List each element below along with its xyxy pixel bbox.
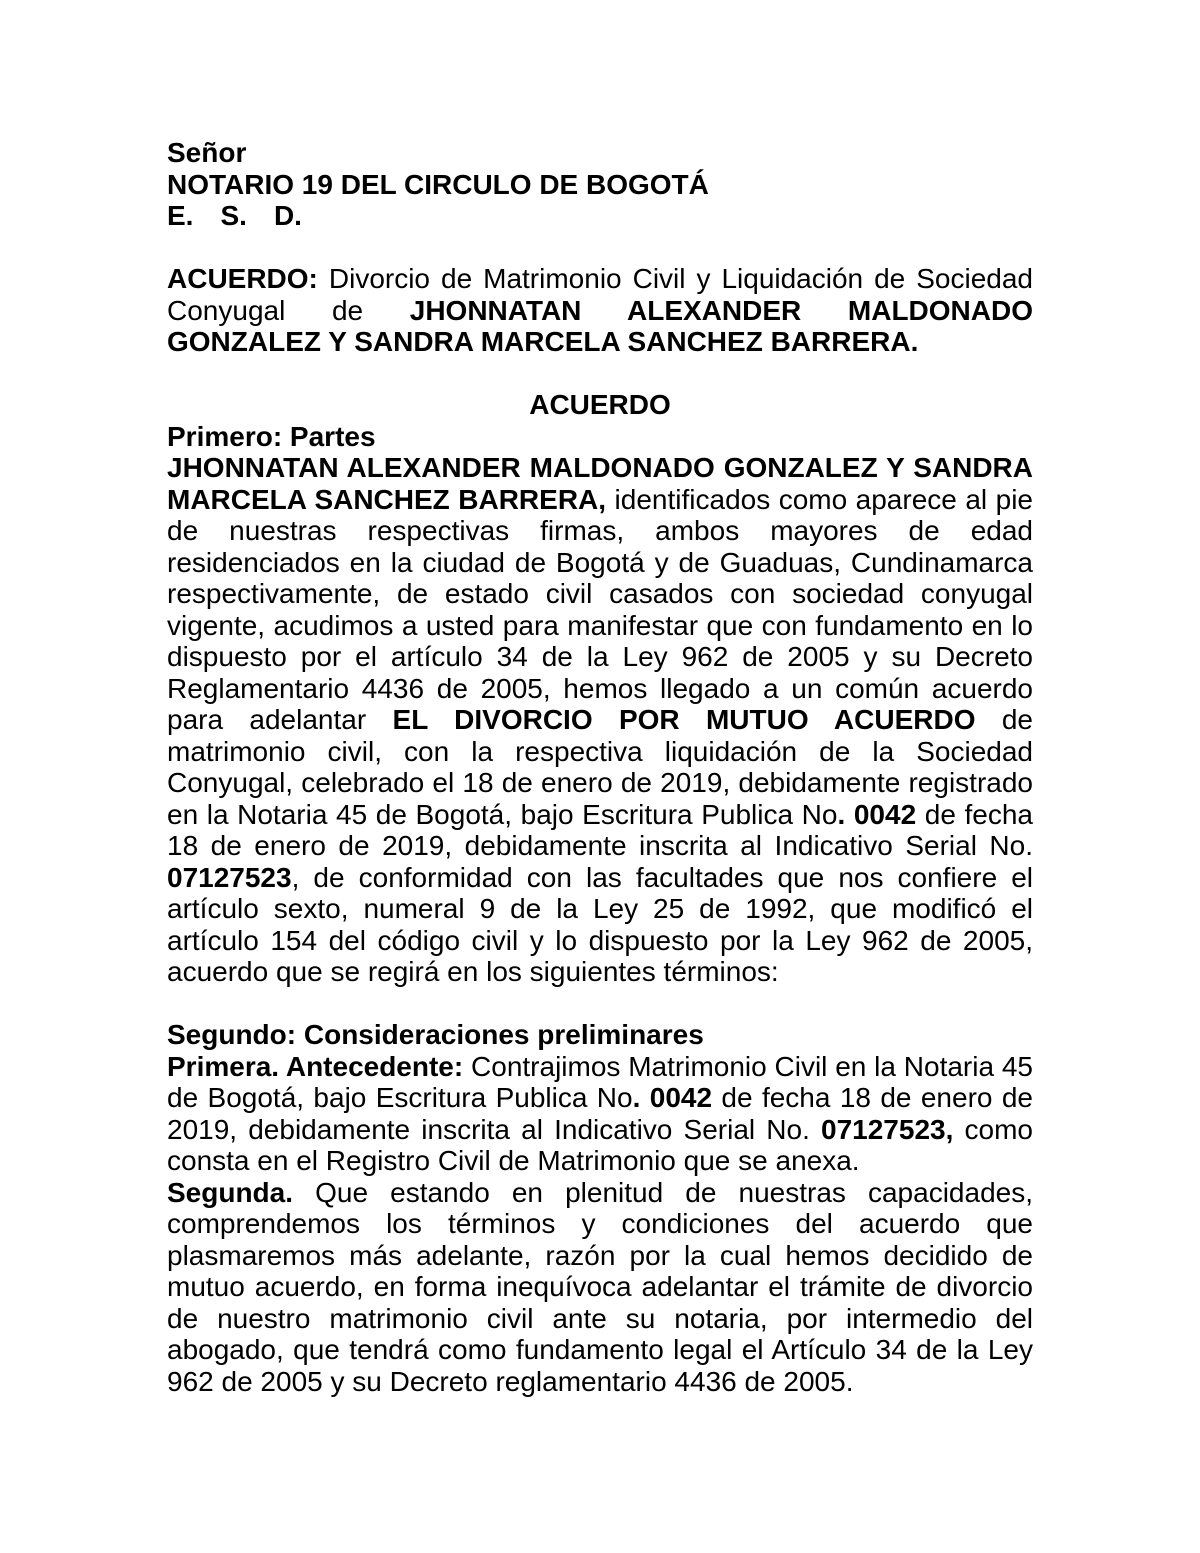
- section2-primera: Primera. Antecedente: Contrajimos Matrimonio Civil en la Notaria 45 de Bogotá, bajo Escritura Publica No. 0042 de fecha 18 de enero de 2019, debidamente inscrita al Indicativo Serial No. 07127523, como consta en el Registro Civil de Matrimonio que se anexa.: [167, 1050, 1034, 1176]
- agreement-title: ACUERDO: [529, 389, 671, 420]
- recipient: NOTARIO 19 DEL CIRCULO DE BOGOTÁ: [167, 168, 709, 200]
- spacer: [167, 988, 1033, 1020]
- section2-segunda: Segunda. Que estando en plenitud de nuestras capacidades, comprendemos los términos y condiciones del acuerdo que plasmaremos más adelante, razón por la cual hemos decidido de mutuo acuerdo, en forma inequívoca adelantar el trámite de divorcio de nuestro matrimonio civil ante su notaria, por intermedio del abogado, que tendrá como fundamento legal el Artículo 34 de la Ley 962 de 2005 y su Decreto reglamentario 4436 de 2005.: [167, 1176, 1033, 1397]
- section1-parties: JHONNATAN ALEXANDER MALDONADO GONZALEZ Y SANDRA MARCELA SANCHEZ BARRERA,: [167, 452, 1033, 515]
- esd-d: D.: [273, 200, 302, 231]
- subject-parties: JHONNATAN ALEXANDER MALDONADO GONZALEZ Y SANDRA MARCELA SANCHEZ BARRERA.: [167, 294, 1033, 357]
- subject-label: ACUERDO:: [167, 263, 318, 294]
- subject-paragraph: [167, 263, 1033, 358]
- primera-label: Primera. Antecedente:: [167, 1050, 464, 1082]
- section1-paragraph: JHONNATAN ALEXANDER MALDONADO GONZALEZ Y SANDRA MARCELA SANCHEZ BARRERA, identificados como aparece al pie de nuestras respectivas firmas, ambos mayores de edad residenciados en la ciudad de Bogotá y de Guaduas, Cundinamarca respectivamente, de estado civil casados con sociedad conyugal vigente, acudimos a usted para manifestar que con fundamento en lo dispuesto por el artículo 34 de la Ley 962 de 2005 y su Decreto Reglamentario 4436 de 2005, hemos llegado a un común acuerdo para adelantar EL DIVORCIO POR MUTUO ACUERDO de matrimonio civil, con la respectiva liquidación de la Sociedad Conyugal, celebrado el 18 de enero de 2019, debidamente registrado en la Notaria 45 de Bogotá, bajo Escritura Publica No. 0042 de fecha 18 de enero de 2019, debidamente inscrita al Indicativo Serial No. 07127523, de conformidad con las facultades que nos confiere el artículo sexto, numeral 9 de la Ley 25 de 1992, que modificó el artículo 154 del código civil y lo dispuesto por la Ley 962 de 2005, acuerdo que se regirá en los siguientes términos:: [167, 452, 1033, 987]
- section2-heading: Segundo: Consideraciones preliminares: [167, 1019, 704, 1050]
- esd-line: [167, 200, 1033, 232]
- document-page: [167, 137, 1033, 1397]
- esd-s: S.: [220, 200, 247, 231]
- subject-text: Divorcio de Matrimonio Civil y Liquidación de Sociedad Conyugal de: [167, 263, 1033, 326]
- esd-e: E.: [167, 200, 194, 231]
- spacer: [167, 232, 1033, 264]
- segunda-label: Segunda.: [167, 1176, 294, 1208]
- section1-heading: Primero: Partes: [167, 420, 376, 452]
- spacer: [167, 358, 1033, 390]
- salutation: Señor: [167, 137, 247, 168]
